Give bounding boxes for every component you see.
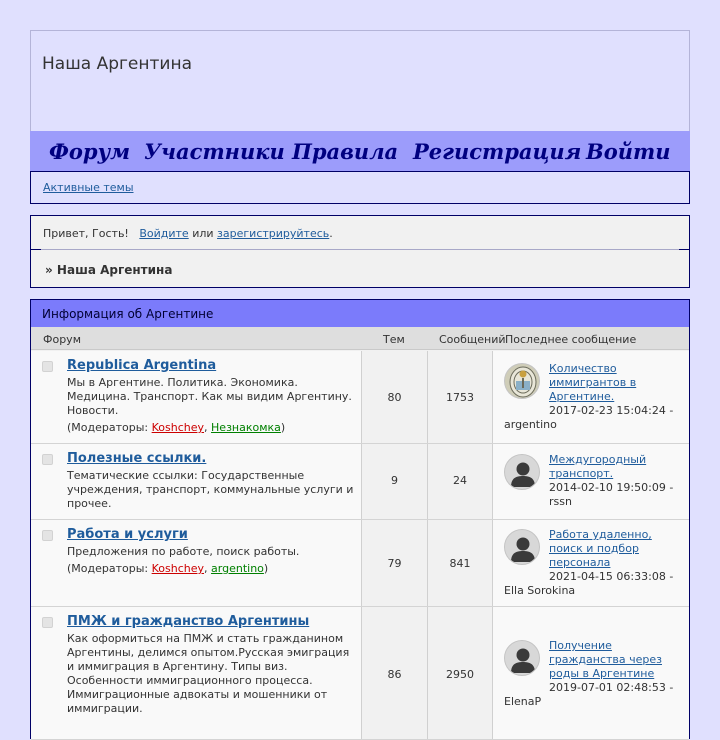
topic-count: 80 <box>387 391 402 404</box>
moderator-link[interactable]: Koshchey <box>151 562 205 575</box>
user-silhouette-icon[interactable] <box>504 640 540 676</box>
site-header <box>30 30 690 132</box>
last-post-date: 2021-04-15 06:33:08 - <box>549 570 674 583</box>
topics-cell <box>362 607 428 739</box>
forum-info-cell <box>31 520 362 606</box>
col-last-post: Последнее сообщение <box>505 333 637 346</box>
col-forum: Форум <box>43 333 81 346</box>
last-post-cell <box>493 351 689 443</box>
forum-description: Предложения по работе, поиск работы. <box>67 545 300 558</box>
column-headers <box>31 327 689 350</box>
moderator-link[interactable]: Незнакомка <box>211 421 281 434</box>
topics-cell <box>362 351 428 443</box>
forum-description: Тематические ссылки: Государственные учреждения, транспорт, коммунальные услуги и прочее. <box>67 469 354 510</box>
topic-count: 86 <box>387 668 402 681</box>
divider-left <box>31 249 41 250</box>
mods-suffix: ) <box>263 562 269 575</box>
forum-status-icon <box>42 361 53 372</box>
greeting-or: или <box>192 227 214 240</box>
post-count: 1753 <box>446 391 474 404</box>
forum-description: Мы в Аргентине. Политика. Экономика. Медицина. Транспорт. Как мы видим Аргентину. Новости. <box>67 376 352 417</box>
moderator-link[interactable]: Koshchey <box>151 421 205 434</box>
mods-prefix: (Модераторы: <box>67 421 149 434</box>
last-post-link[interactable]: Работа удаленно, поиск и подбор персонала <box>549 528 652 569</box>
last-post-author[interactable]: Ella Sorokina <box>504 584 576 597</box>
active-topics-bar <box>30 171 690 204</box>
forum-moderators: (Модераторы: Koshchey, argentino) <box>67 562 269 575</box>
nav-register[interactable]: Регистрация <box>413 139 582 164</box>
last-post-date: 2019-07-01 02:48:53 - <box>549 681 674 694</box>
forum-status-icon <box>42 454 53 465</box>
user-silhouette-icon[interactable] <box>504 454 540 490</box>
posts-cell <box>428 351 493 443</box>
forum-info-cell <box>31 351 362 443</box>
forum-category <box>30 299 690 739</box>
forum-info-cell <box>31 607 362 739</box>
forum-title-link[interactable]: ПМЖ и гражданство Аргентины <box>67 614 310 629</box>
moderator-link[interactable]: argentino <box>211 562 264 575</box>
welcome-line <box>43 227 333 240</box>
last-post-date: 2017-02-23 15:04:24 - <box>549 404 674 417</box>
forum-row <box>31 520 689 607</box>
forum-info-cell <box>31 444 362 519</box>
breadcrumb: » Наша Аргентина <box>45 263 173 277</box>
mods-prefix: (Модераторы: <box>67 562 149 575</box>
col-posts: Сообщений <box>439 333 506 346</box>
last-post-author[interactable]: argentino <box>504 418 557 431</box>
post-count: 841 <box>449 557 471 570</box>
emblem-icon[interactable] <box>504 363 540 399</box>
forum-status-icon <box>42 617 53 628</box>
last-post-link[interactable]: Количество иммигрантов в Аргентине. <box>549 362 637 403</box>
nav-login[interactable]: Войти <box>586 139 671 164</box>
forum-row <box>31 351 689 444</box>
greeting-text: Привет, Гость! <box>43 227 129 240</box>
forum-title-link[interactable]: Работа и услуги <box>67 527 188 542</box>
forum-description: Как оформиться на ПМЖ и стать гражданином Аргентины, делимся опытом.Русская эмиграция и иммиграция в Аргентину. Типы виз. Особенности иммиграционного процесса. Иммиграционные адвокаты и мошенники от иммиграции. <box>67 632 350 715</box>
greeting-suffix: . <box>329 227 333 240</box>
forum-row <box>31 444 689 520</box>
forum-title-link[interactable]: Полезные ссылки. <box>67 451 207 466</box>
category-title: Информация об Аргентине <box>31 300 689 327</box>
posts-cell <box>428 607 493 739</box>
last-post-link[interactable]: Междугородный транспорт. <box>549 453 647 480</box>
nav-members[interactable]: Участники <box>144 139 285 164</box>
forum-moderators: (Модераторы: Koshchey, Незнакомка) <box>67 421 286 434</box>
nav-forum[interactable]: Форум <box>49 139 131 164</box>
last-post-date: 2014-02-10 19:50:09 - <box>549 481 674 494</box>
post-count: 24 <box>453 474 467 487</box>
last-post-cell <box>493 520 689 606</box>
post-count: 2950 <box>446 668 474 681</box>
col-topics: Тем <box>383 333 405 346</box>
last-post-author[interactable]: rssn <box>549 495 572 508</box>
mods-suffix: ) <box>280 421 286 434</box>
active-topics-link[interactable]: Активные темы <box>43 181 134 194</box>
topic-count: 9 <box>391 474 398 487</box>
user-silhouette-icon[interactable] <box>504 529 540 565</box>
divider <box>31 249 689 250</box>
register-link[interactable]: зарегистрируйтесь <box>217 227 330 240</box>
last-post-link[interactable]: Получение гражданства через роды в Аргентине <box>549 639 662 680</box>
topic-count: 79 <box>387 557 402 570</box>
main-nav <box>30 131 690 171</box>
forum-row <box>31 607 689 740</box>
posts-cell <box>428 444 493 519</box>
welcome-box <box>30 215 690 288</box>
last-post-cell <box>493 607 689 739</box>
posts-cell <box>428 520 493 606</box>
last-post-cell <box>493 444 689 519</box>
divider-right <box>679 249 689 250</box>
login-link[interactable]: Войдите <box>139 227 189 240</box>
site-title: Наша Аргентина <box>42 54 192 74</box>
topics-cell <box>362 444 428 519</box>
forum-title-link[interactable]: Republica Argentina <box>67 358 217 373</box>
topics-cell <box>362 520 428 606</box>
nav-rules[interactable]: Правила <box>292 139 399 164</box>
forum-status-icon <box>42 530 53 541</box>
last-post-author[interactable]: ElenaP <box>504 695 542 708</box>
